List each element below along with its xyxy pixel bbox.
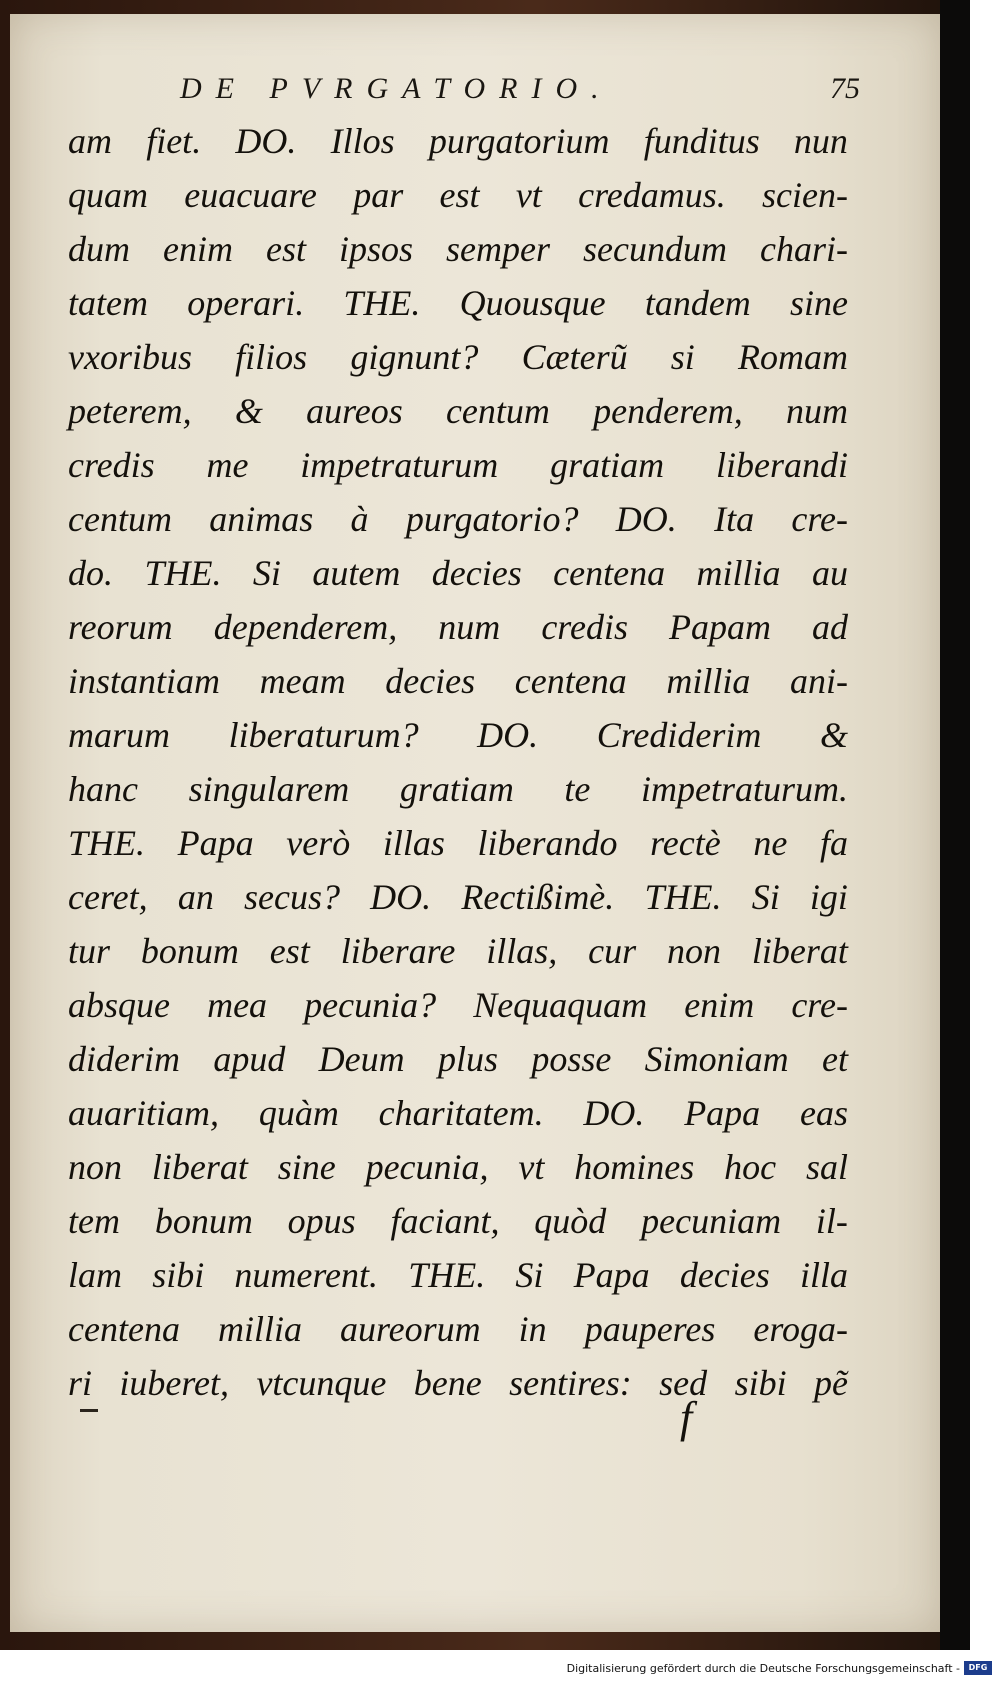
text-line: marum liberaturum? DO. Crediderim & [68,715,848,755]
book-page [10,14,940,1632]
text-line: instantiam meam decies centena millia ani- [68,661,848,701]
text-line: auaritiam, quàm charitatem. DO. Papa eas [68,1093,848,1133]
footer-credit: Digitalisierung gefördert durch die Deutsche Forschungsgemeinschaft - [566,1662,960,1675]
text-line: credis me impetraturum gratiam liberandi [68,445,848,485]
text-line: absque mea pecunia? Nequaquam enim cre- [68,985,848,1025]
text-line: THE. Papa verò illas liberando rectè ne fa [68,823,848,863]
text-line: lam sibi numerent. THE. Si Papa decies illa [68,1255,848,1295]
text-line: tem bonum opus faciant, quòd pecuniam il- [68,1201,848,1241]
text-block [68,114,848,1410]
text-line: tur bonum est liberare illas, cur non liberat [68,931,848,971]
text-line: centum animas à purgatorio? DO. Ita cre- [68,499,848,539]
text-line: hanc singularem gratiam te impetraturum. [68,769,848,809]
catchword-dash [80,1409,98,1412]
text-line: non liberat sine pecunia, vt homines hoc sal [68,1147,848,1187]
running-head-title: DE PVRGATORIO. [180,72,613,105]
text-line: vxoribus filios gignunt? Cæterũ si Romam [68,337,848,377]
text-line: dum enim est ipsos semper secundum chari- [68,229,848,269]
text-line: ri iuberet, vtcunque bene sentires: sed sibi pẽ [68,1363,848,1403]
text-line: quam euacuare par est vt credamus. scien- [68,175,848,215]
signature-mark: f [680,1393,693,1442]
text-line: do. THE. Si autem decies centena millia au [68,553,848,593]
text-line: diderim apud Deum plus posse Simoniam et [68,1039,848,1079]
dfg-logo: DFG [964,1661,992,1675]
running-head [160,72,900,112]
text-line: reorum dependerem, num credis Papam ad [68,607,848,647]
scan-background [940,0,970,1650]
text-line: am fiet. DO. Illos purgatorium funditus nun [68,121,848,161]
text-line: peterem, & aureos centum penderem, num [68,391,848,431]
page-number: 75 [830,72,860,105]
text-line: ceret, an secus? DO. Rectißimè. THE. Si igi [68,877,848,917]
digitization-footer [0,1658,1000,1684]
text-line: centena millia aureorum in pauperes eroga- [68,1309,848,1349]
text-line: tatem operari. THE. Quousque tandem sine [68,283,848,323]
